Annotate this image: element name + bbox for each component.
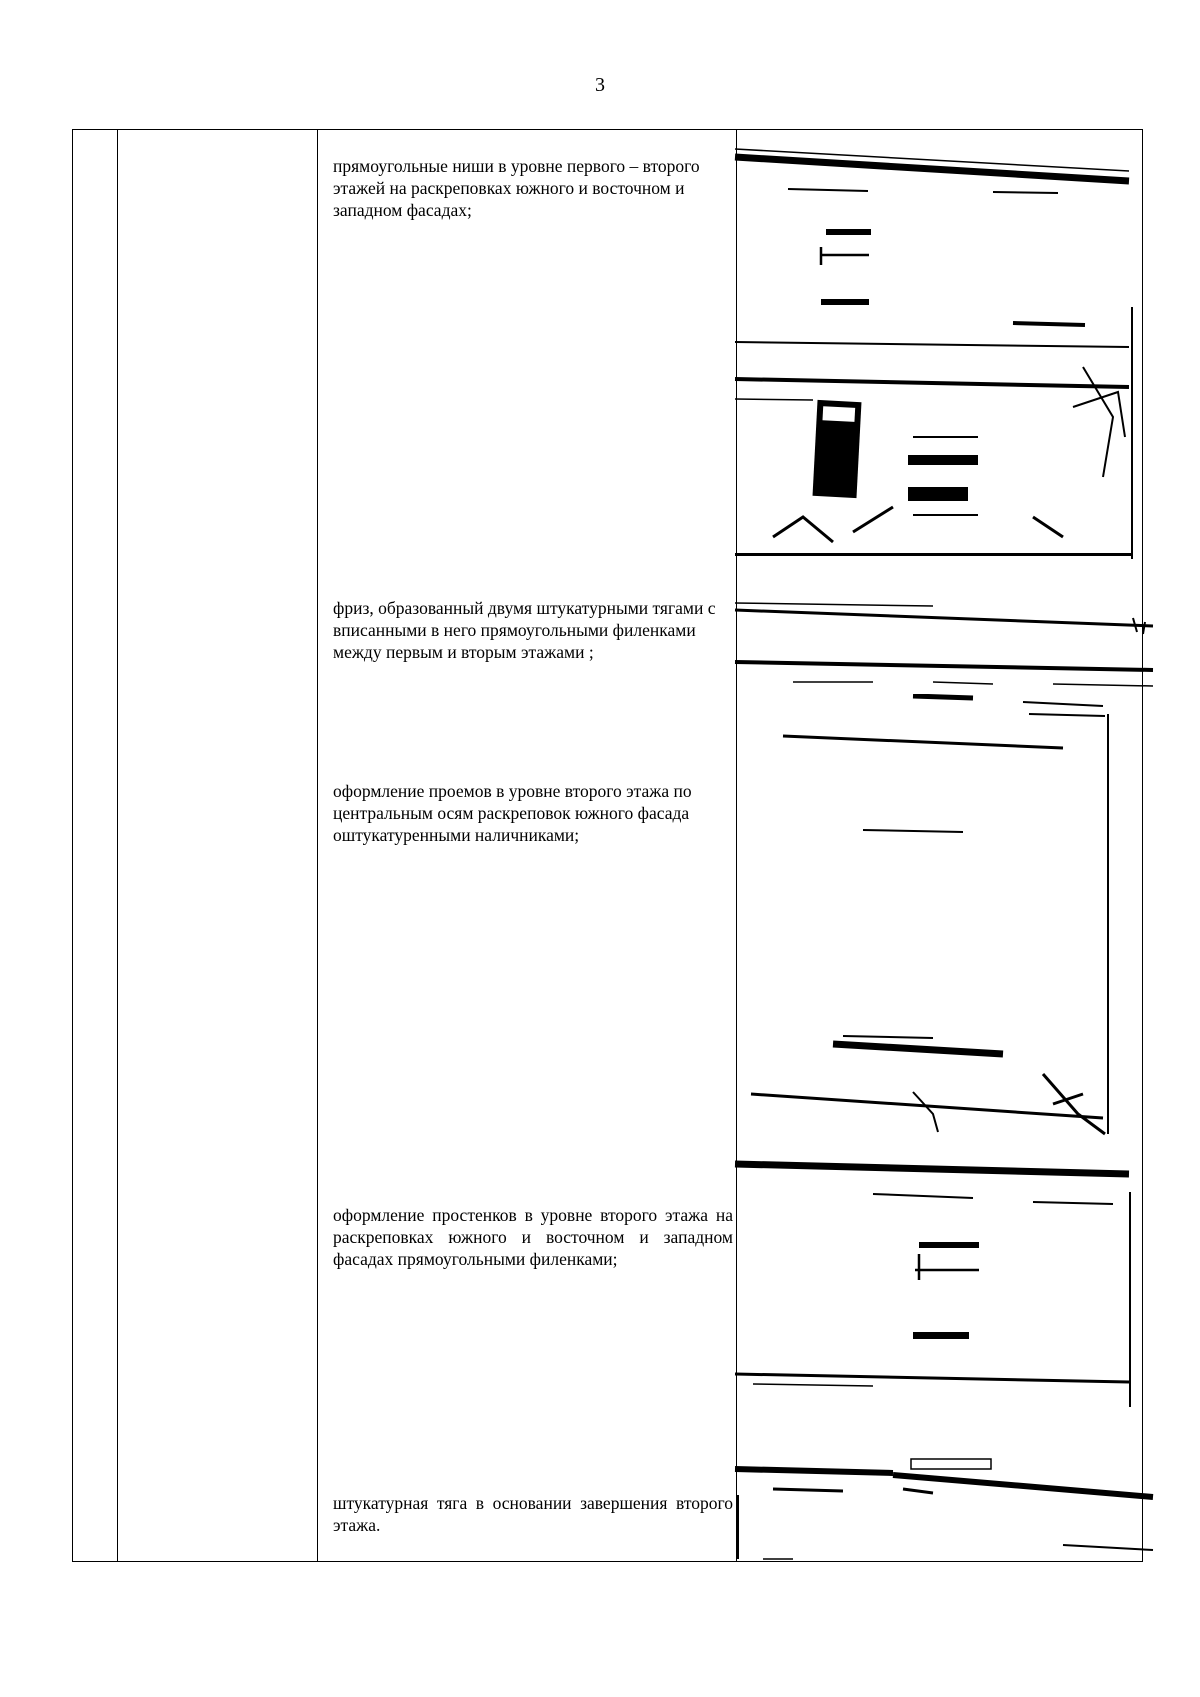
feature-description-frieze: фриз, образованный двумя штукатурными тягами с вписанными в него прямоугольными филенками между первым и вторым этажами ;: [333, 598, 716, 662]
feature-description-window-surrounds: оформление проемов в уровне второго этажа по центральным осям раскреповок южного фасада оштукатуренными наличниками;: [333, 781, 692, 845]
column-divider-2: [317, 130, 318, 1561]
feature-description-pier-panels: оформление простенков в уровне второго этажа на раскреповках южного и восточном и западном фасадах прямоугольными филенками;: [333, 1205, 733, 1269]
facade-niches-photo: [733, 137, 1135, 565]
feature-description-niches: прямоугольные ниши в уровне первого – второго этажей на раскреповках южного и восточном и западном фасадах;: [333, 156, 700, 220]
cornice-pull-photo: [733, 1455, 1155, 1560]
frieze-photo: [733, 598, 1155, 690]
feature-description-cornice-pull: штукатурная тяга в основании завершения второго этажа.: [333, 1493, 733, 1535]
window-surrounds-photo: [733, 694, 1113, 1144]
column-divider-1: [117, 130, 118, 1561]
pier-panels-photo: [733, 1152, 1135, 1412]
page-number: 3: [595, 74, 605, 96]
